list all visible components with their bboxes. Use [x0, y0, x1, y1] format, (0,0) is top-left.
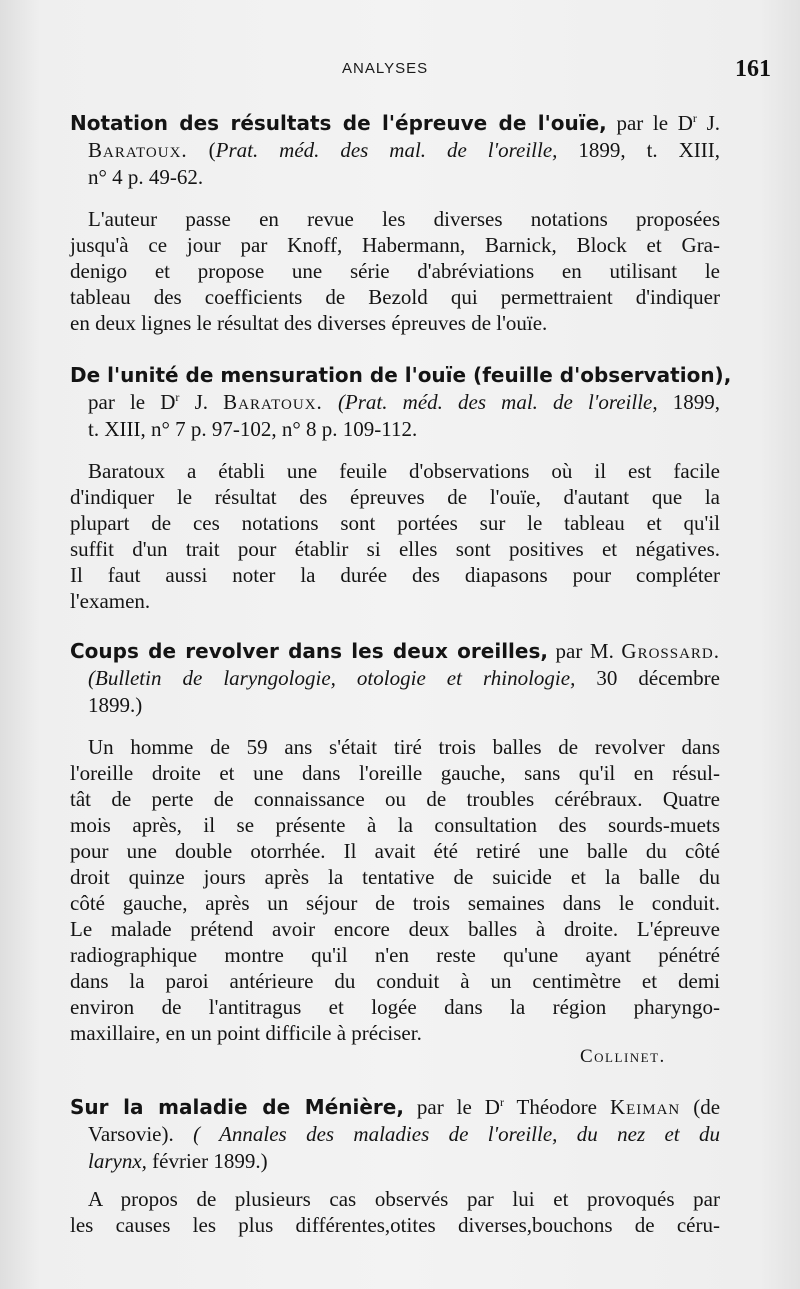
article-heading-line — [70, 1094, 720, 1120]
page-number: 161 — [735, 56, 771, 82]
body-line: environ de l'antitragus et logée dans la région pharyngo- — [70, 995, 720, 1019]
source-pages: n° 4 p. 49-62. — [88, 165, 204, 189]
article-by: par le D — [416, 1095, 500, 1119]
source-journal: ( Annales des maladies de l'oreille, du nez et du — [193, 1122, 720, 1146]
article-title: Notation des résultats de l'épreuve de l'ouïe, — [70, 111, 607, 135]
source-date: 30 décembre — [596, 666, 720, 690]
doctor-superscript: r — [692, 111, 697, 125]
author-initial: J. — [194, 390, 208, 414]
source-journal: (Prat. méd. des mal. de l'oreille, — [337, 390, 658, 414]
article-source-line — [88, 164, 720, 190]
body-line: les causes les plus différentes,otites diverses,bouchons de céru- — [70, 1213, 720, 1237]
body-line: Baratoux a établi une feuile d'observations où il est facile — [88, 459, 720, 483]
article-heading-line — [70, 362, 732, 388]
author-initial: J. — [706, 111, 721, 135]
article-by: par le D — [88, 390, 176, 414]
body-line: Un homme de 59 ans s'était tiré trois balles de revolver dans — [88, 735, 720, 759]
body-line: l'examen. — [70, 589, 151, 613]
source-pages: t. XIII, n° 7 p. 97-102, n° 8 p. 109-112. — [88, 417, 418, 441]
body-line: tableau des coefficients de Bezold qui permettraient d'indiquer — [70, 285, 720, 309]
source-year: 1899.) — [88, 693, 143, 717]
body-line: pour une double otorrhée. Il avait été retiré une balle du côté — [70, 839, 720, 863]
article-source-line — [88, 137, 720, 163]
author-place: (de — [693, 1095, 721, 1119]
author-name: Grossard. — [621, 639, 721, 663]
article-source-line — [88, 692, 720, 718]
source-journal: Prat. méd. des mal. de l'oreille, — [215, 138, 558, 162]
source-volume: 1899, t. XIII, — [578, 138, 721, 162]
source-volume: 1899, — [672, 390, 721, 414]
body-line: maxillaire, en un point difficile à préciser. — [70, 1021, 422, 1045]
article-title: Coups de revolver dans les deux oreilles, — [70, 639, 548, 663]
source-journal: larynx, — [88, 1149, 147, 1173]
signature: Collinet. — [580, 1046, 666, 1067]
body-line: en deux lignes le résultat des diverses épreuves de l'ouïe. — [70, 311, 548, 335]
body-line: tât de perte de connaissance ou de troubles cérébraux. Quatre — [70, 787, 720, 811]
body-line: suffit d'un trait pour établir si elles sont positives et négatives. — [70, 537, 720, 561]
body-line: radiographique montre qu'il n'en reste qu'une ayant pénétré — [70, 943, 720, 967]
body-line: côté gauche, après un séjour de trois semaines dans le conduit. — [70, 891, 720, 915]
body-line: dans la paroi antérieure du conduit à un centimètre et demi — [70, 969, 720, 993]
body-line: d'indiquer le résultat des épreuves de l'ouïe, d'autant que la — [70, 485, 720, 509]
article-source-line — [88, 416, 720, 442]
body-line: denigo et propose une série d'abréviations en utilisant le — [70, 259, 720, 283]
source-paren: ( — [208, 138, 216, 162]
body-line: L'auteur passe en revue les diverses notations proposées — [88, 207, 720, 231]
article-source-line — [88, 389, 720, 415]
source-journal: (Bulletin de laryngologie, otologie et rhinologie, — [88, 666, 576, 690]
article-source-line — [88, 1148, 720, 1174]
page-header — [0, 56, 800, 86]
article-title: Sur la maladie de Ménière, — [70, 1095, 404, 1119]
author-first-name: Théodore — [516, 1095, 597, 1119]
author-name: Baratoux. — [223, 390, 323, 414]
article-by: par le D — [616, 111, 693, 135]
author-name: Baratoux. — [88, 138, 188, 162]
body-line: Le malade prétend avoir encore deux balles à droite. L'épreuve — [70, 917, 720, 941]
author-place: Varsovie). — [88, 1122, 174, 1146]
body-line: mois après, il se présente à la consultation des sourds-muets — [70, 813, 720, 837]
body-line: A propos de plusieurs cas observés par lui et provoqués par — [88, 1187, 720, 1211]
body-line: Il faut aussi noter la durée des diapasons pour compléter — [70, 563, 720, 587]
article-heading-line — [70, 638, 720, 664]
body-line: droit quinze jours après la tentative de suicide et la balle du — [70, 865, 720, 889]
article-title: De l'unité de mensuration de l'ouïe (feuille d'observation), — [70, 363, 732, 387]
body-line: plupart de ces notations sont portées sur le tableau et qu'il — [70, 511, 720, 535]
running-head: ANALYSES — [342, 60, 429, 77]
doctor-superscript: r — [499, 1095, 504, 1109]
article-by: par M. — [555, 639, 614, 663]
source-date: février 1899.) — [152, 1149, 268, 1173]
author-name: Keiman — [609, 1095, 681, 1119]
article-source-line — [88, 665, 720, 691]
article-heading-line — [70, 110, 720, 136]
body-line: jusqu'à ce jour par Knoff, Habermann, Barnick, Block et Gra- — [70, 233, 720, 257]
article-source-line — [88, 1121, 720, 1147]
body-line: l'oreille droite et une dans l'oreille gauche, sans qu'il en résul- — [70, 761, 720, 785]
doctor-superscript: r — [175, 390, 180, 404]
